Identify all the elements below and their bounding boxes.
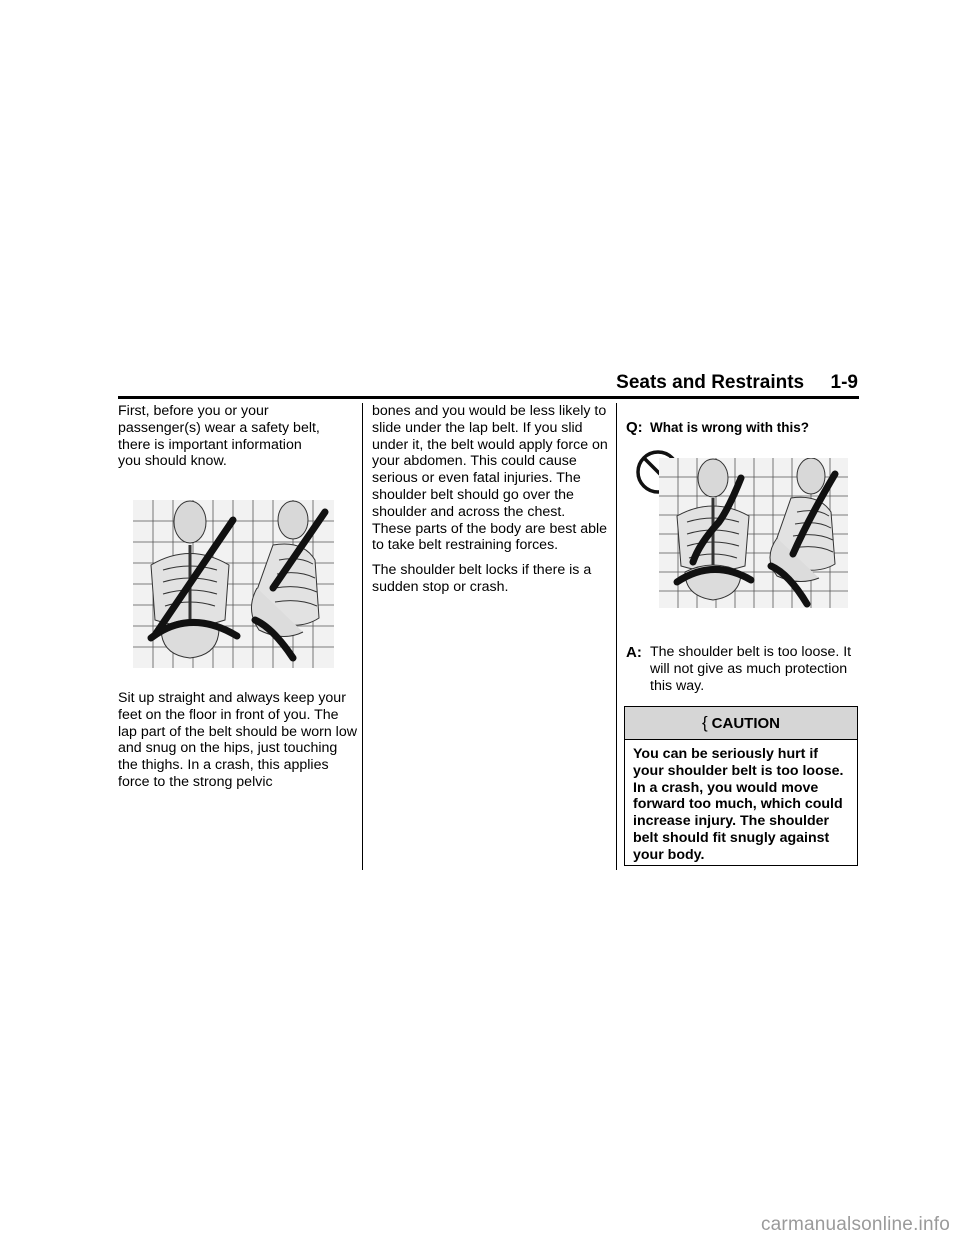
column-2 — [372, 403, 608, 596]
caution-heading — [625, 707, 857, 740]
page-number: 1-9 — [830, 372, 858, 393]
column-1 — [118, 403, 358, 470]
answer-label: A: — [626, 644, 642, 661]
page-header — [560, 372, 858, 394]
question-label: Q: — [626, 419, 643, 436]
posture-paragraph: Sit up straight and always keep your feet on the floor in front of you. The lap part of the belt should be worn low and snug on the hips, just touching the thighs. In a crash, this applies force to the strong pelvic — [118, 690, 357, 790]
belt-paragraph: bones and you would be less likely to slide under the lap belt. If you slid under it, the belt would apply force on your abdomen. This could cause serious or even fatal injuries. The shoulder belt should go over the shoulder and across the chest. These parts of the body are best able to take belt restraining forces. — [372, 403, 608, 554]
caution-text: You can be seriously hurt if your shoulder belt is too loose. In a crash, you would move forward too much, which could increase injury. The shoulder belt should fit snugly against your body. — [633, 746, 844, 863]
question — [626, 419, 858, 436]
answer — [626, 644, 858, 695]
section-title: Seats and Restraints — [616, 372, 805, 393]
caution-icon: { — [701, 713, 708, 732]
intro-paragraph: First, before you or your passenger(s) wear a safety belt, there is important information you should know. — [118, 403, 320, 470]
seatbelt-correct-icon — [133, 500, 334, 668]
caution-box — [624, 706, 858, 866]
caution-title: CAUTION — [711, 714, 780, 732]
header-rule — [118, 396, 859, 399]
watermark: carmanualsonline.info — [760, 1214, 950, 1235]
answer-text: The shoulder belt is too loose. It will not give as much protection this way. — [650, 644, 852, 694]
column-1-body — [118, 690, 358, 791]
question-text: What is wrong with this? — [650, 420, 809, 435]
column-divider-2 — [616, 403, 617, 870]
lock-paragraph: The shoulder belt locks if there is a sudden stop or crash. — [372, 562, 592, 595]
seatbelt-loose-icon — [659, 458, 848, 608]
column-divider-1 — [362, 403, 363, 870]
